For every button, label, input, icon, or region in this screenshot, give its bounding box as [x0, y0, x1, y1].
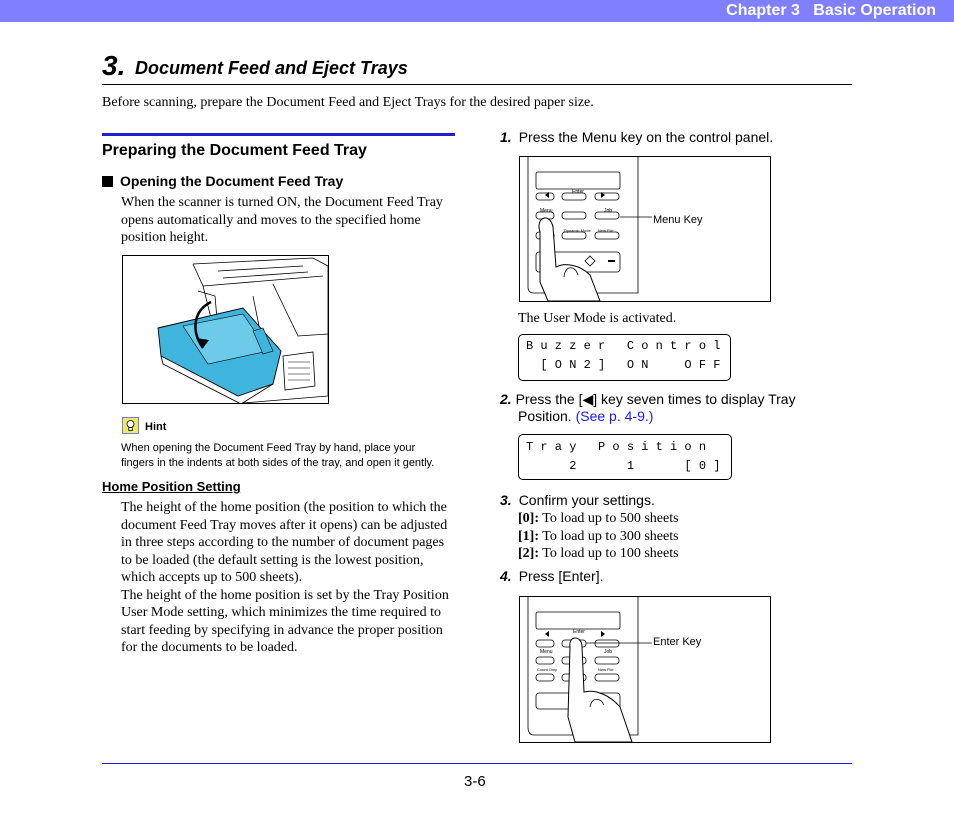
text-line: in three steps according to the number of document pages: [121, 535, 445, 550]
text-line: fingers in the indents at both sides of the tray, and open it gently.: [121, 457, 435, 469]
text-line: When opening the Document Feed Tray by hand, place your: [121, 442, 416, 454]
page-title: [102, 50, 852, 85]
section-rule: [102, 133, 455, 136]
text-line: User Mode setting, which minimizes the time required to: [121, 605, 441, 620]
text-line: for the documents to be loaded.: [121, 640, 298, 655]
title-number: 3.: [102, 50, 126, 81]
step-text: Position.: [518, 408, 576, 424]
panel-countonly-label: Count Only: [537, 667, 558, 672]
step-text: Press the Menu key on the control panel.: [518, 129, 774, 145]
setting-key: [2]:: [518, 546, 539, 561]
panel-menu-label: Menu: [540, 649, 553, 655]
step-4: [500, 568, 604, 586]
step-number: 3.: [500, 492, 512, 508]
subheading-text: Opening the Document Feed Tray: [120, 173, 344, 189]
lcd-line-1: B u z z e r C o n t r o l: [526, 339, 721, 353]
step-3: [500, 492, 655, 510]
panel-job-label: Job: [604, 649, 613, 655]
home-position-paragraph: [121, 499, 449, 657]
step-text: Press [Enter].: [518, 568, 604, 584]
text-line: start feeding by specifying in advance the proper position: [121, 622, 443, 638]
step-number: 4.: [500, 568, 512, 584]
tray-settings-list: [518, 510, 679, 563]
text-line: When the scanner is turned ON, the Document Feed Tray: [121, 195, 443, 210]
panel-menu-label: Menu: [540, 208, 553, 214]
step-text: ] key seven times to display Tray: [593, 391, 796, 407]
control-panel-drawing: [520, 157, 770, 301]
intro-text: Before scanning, prepare the Document Feed and Eject Trays for the desired paper size.: [102, 95, 594, 110]
text-line: which accepts up to 500 sheets).: [121, 570, 303, 585]
text-line: The height of the home position (the position to which the: [121, 500, 447, 515]
panel-job-label: Job: [604, 208, 613, 214]
hint-label: Hint: [145, 421, 167, 433]
settings-item: [518, 528, 679, 546]
subheading: [102, 173, 343, 189]
scanner-tray-illustration: [122, 255, 329, 404]
panel-dynamic-label: Dynamic Mode: [564, 228, 591, 233]
step-1: [500, 129, 773, 147]
lcd-display-buzzer: [518, 334, 731, 381]
settings-item: [518, 545, 679, 563]
control-panel-drawing: [520, 597, 770, 742]
settings-item: [518, 510, 679, 528]
hint-text: [121, 441, 434, 471]
step-text: Confirm your settings.: [518, 492, 655, 508]
square-bullet-icon: [102, 176, 113, 187]
page-number: 3-6: [464, 773, 486, 790]
section-heading: Preparing the Document Feed Tray: [102, 142, 367, 159]
user-mode-text: The User Mode is activated.: [518, 311, 677, 326]
panel-enter-label: Enter: [572, 189, 584, 195]
see-page-link[interactable]: (See p. 4-9.): [575, 408, 654, 424]
setting-key: [1]:: [518, 528, 539, 544]
text-line: to be loaded (the default setting is the lowest position,: [121, 552, 424, 568]
text-line: opens automatically and moves to the specified home: [121, 212, 421, 228]
left-arrow-icon: ◀: [582, 391, 594, 407]
lcd-line-2: 2 1 [ 0 ]: [526, 459, 721, 473]
enter-key-callout: Enter Key: [653, 636, 702, 648]
home-position-heading: Home Position Setting: [102, 479, 241, 494]
setting-value: To load up to 100 sheets: [542, 546, 679, 561]
menu-key-callout: Menu Key: [653, 214, 703, 226]
step-number: 1.: [500, 129, 512, 145]
chapter-header: Chapter 3 Basic Operation: [726, 2, 936, 19]
step-2: [500, 391, 796, 425]
title-text: Document Feed and Eject Trays: [135, 58, 408, 78]
text-line: document Feed Tray moves after it opens) can be adjusted: [121, 517, 448, 533]
step-text: Press the [: [515, 391, 583, 407]
lcd-display-tray-position: [518, 434, 732, 480]
setting-value: To load up to 300 sheets: [542, 528, 679, 544]
text-line: The height of the home position is set by the Tray Position: [121, 587, 449, 603]
setting-value: To load up to 500 sheets: [542, 511, 679, 526]
control-panel-illustration-menu: [519, 156, 771, 302]
footer-rule: [102, 763, 852, 764]
scanner-drawing: [123, 256, 328, 403]
opening-paragraph: [121, 194, 443, 247]
lcd-line-1: T r a y P o s i t i o n: [526, 440, 707, 454]
lcd-line-2: [ O N 2 ] O N O F F: [526, 358, 721, 372]
setting-key: [0]:: [518, 511, 539, 526]
panel-enter-label: Enter: [573, 629, 585, 635]
step-number: 2.: [500, 391, 512, 407]
text-line: position height.: [121, 230, 209, 245]
panel-newfile-label: New File: [598, 667, 614, 672]
panel-newfile-label: New File: [598, 228, 614, 233]
hint-lightbulb-icon: [122, 417, 139, 434]
control-panel-illustration-enter: [519, 596, 771, 743]
